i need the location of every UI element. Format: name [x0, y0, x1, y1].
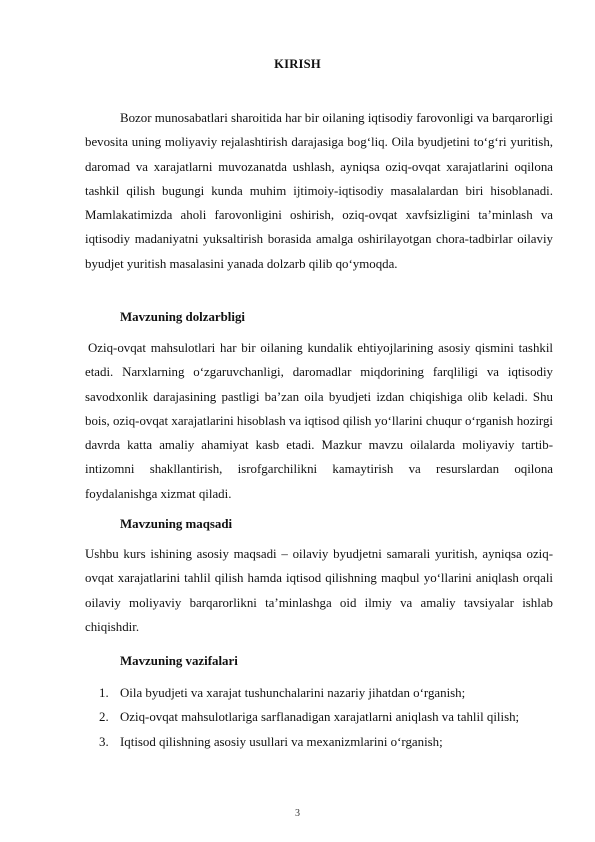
- goal-heading: Mavzuning maqsadi: [120, 517, 233, 531]
- tasks-heading: Mavzuning vazifalari: [120, 654, 238, 668]
- relevance-paragraph: Oziq-ovqat mahsulotlari har bir oilaning kundalik ehtiyojlarining asosiy qismini tashkil etadi. Narxlarning o‘zgaruvchanligi, daromadlar miqdorining farqliligi va iqtisodiy savodxonlik darajasining pastligi ba’zan oila byudjeti izdan chiqishiga olib keladi. Shu bois, oziq-ovqat xarajatlarini hisoblash va iqtisod qilish yo‘llarini chuqur o‘rganish hozirgi davrda katta amaliy ahamiyat kasb etadi. Mazkur mavzu oilalarda moliyaviy tartib-intizomni shakllantirish, isrofgarchilikni kamaytirish va resurslardan oqilona foydalanishga xizmat qiladi.: [85, 341, 553, 501]
- list-item: [85, 705, 553, 729]
- page-number: 3: [295, 808, 300, 819]
- list-item-number: 3.: [99, 734, 109, 749]
- list-item-text: Iqtisod qilishning asosiy usullari va mexanizmlarini o‘rganish;: [120, 734, 443, 749]
- tasks-list: [85, 681, 553, 754]
- page-title: KIRISH: [274, 57, 321, 71]
- list-item: [85, 681, 553, 705]
- relevance-heading: Mavzuning dolzarbligi: [120, 310, 245, 324]
- list-item-text: Oila byudjeti va xarajat tushunchalarini nazariy jihatdan o‘rganish;: [120, 686, 466, 700]
- list-item-text: Oziq-ovqat mahsulotlariga sarflanadigan xarajatlarni aniqlash va tahlil qilish;: [120, 710, 520, 725]
- list-item: [85, 730, 553, 754]
- list-item-number: 2.: [99, 710, 109, 725]
- list-item-number: 1.: [99, 686, 109, 700]
- goal-paragraph: Ushbu kurs ishining asosiy maqsadi – oilaviy byudjetni samarali yuritish, ayniqsa oziq-ovqat xarajatlarini tahlil qilish hamda iqtisod qilishning maqbul yo‘llarini aniqlash orqali oilaviy moliyaviy barqarorlikni ta’minlashga oid ilmiy va amaliy tavsiyalar ishlab chiqishdir.: [85, 547, 553, 634]
- intro-paragraph: Bozor munosabatlari sharoitida har bir oilaning iqtisodiy farovonligi va barqarorligi bevosita uning moliyaviy rejalashtirish darajasiga bog‘liq. Oila byudjetini to‘g‘ri yuritish, daromad va xarajatlarni muvozanatda ushlash, ayniqsa oziq-ovqat xarajatlarini oqilona tashkil qilish bugungi kunda muhim ijtimoiy-iqtisodiy masalalardan biri hisoblanadi. Mamlakatimizda aholi farovonligini oshirish, oziq-ovqat xavfsizligini ta’minlash va iqtisodiy madaniyatni yuksaltirish borasida amalga oshirilayotgan chora-tadbirlar oilaviy byudjet yuritish masalasini yanada dolzarb qilib qo‘ymoqda.: [85, 111, 553, 271]
